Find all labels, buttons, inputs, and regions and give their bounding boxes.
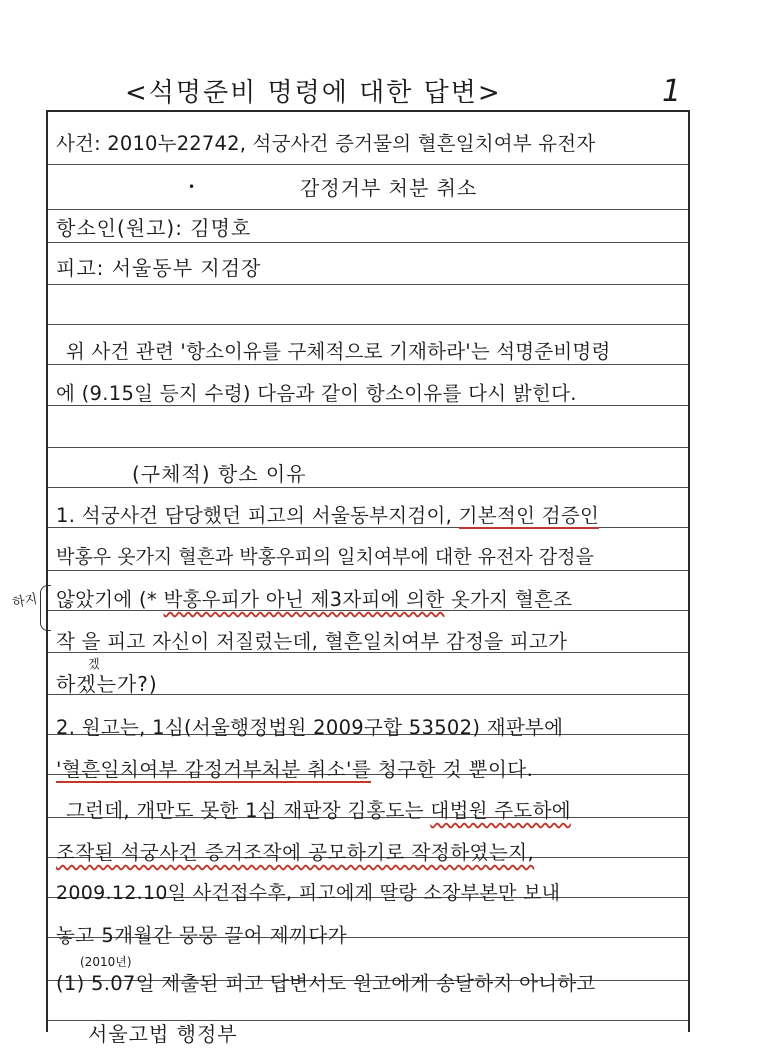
body-line: 2009.12.10일 사건접수후, 피고에게 딸랑 소장부본만 보내	[56, 882, 561, 904]
intro-line-2: 에 (9.15일 등지 수령) 다음과 같이 항소이유를 다시 밝힌다.	[56, 382, 577, 405]
section-heading: (구체적) 항소 이유	[132, 462, 307, 486]
intro-line-1: 위 사건 관련 '항소이유를 구체적으로 기재하라'는 석명준비명령	[66, 340, 611, 363]
body-line: 하겠는가?)	[56, 672, 158, 696]
body-text: 1. 석궁사건 담당했던 피고의 서울동부지검이,	[56, 504, 459, 527]
body-line: 작 을 피고 자신이 저질렀는데, 혈흔일치여부 감정을 피고가	[56, 630, 568, 653]
body-text: 그런데, 개만도 못한 1심 재판장 김홍도는	[66, 799, 431, 822]
rule-line	[48, 164, 688, 165]
rule-line	[48, 364, 688, 365]
defendant-line: 피고: 서울동부 지검장	[56, 256, 262, 280]
case-line-1: 사건: 2010누22742, 석궁사건 증거물의 혈흔일치여부 유전자	[56, 132, 596, 155]
body-line: 2. 원고는, 1심(서울행정법원 2009구합 53502) 재판부에	[56, 716, 564, 739]
rule-line	[48, 242, 688, 243]
body-text: 청구한 것 뿐이다.	[371, 758, 534, 781]
plaintiff-line: 항소인(원고): 김명호	[56, 216, 252, 240]
body-line: 놓고 5개월간 뭉뭉 끌어 제끼다가	[56, 924, 348, 947]
rule-line	[48, 284, 688, 285]
body-text: 옷가지 혈흔조	[444, 588, 573, 611]
body-line	[56, 754, 533, 782]
margin-note: 하지	[11, 591, 39, 612]
year-note: (2010년)	[80, 955, 132, 969]
decorative-dot: •	[188, 180, 196, 194]
body-line	[56, 837, 534, 865]
body-line	[56, 500, 599, 528]
insert-mark: 겠	[88, 657, 100, 671]
body-line: 박홍우 옷가지 혈흔과 박홍우피의 일치여부에 대한 유전자 감정을	[56, 546, 594, 568]
rule-line	[48, 209, 688, 210]
page-title: <석명준비 명령에 대한 답변>	[125, 78, 502, 108]
red-underlined-text: '혈흔일치여부 감정거부처분 취소'를	[56, 758, 372, 781]
case-line-2: 감정거부 처분 취소	[300, 176, 478, 200]
rule-line	[48, 324, 688, 325]
footer-line: 서울고법 행정부	[88, 1022, 238, 1046]
body-text: 않았기에 (*	[56, 588, 164, 611]
red-underlined-text: 조작된 석궁사건 증거조작에 공모하기로 작정하였는지,	[56, 841, 535, 864]
rule-line	[48, 570, 688, 571]
rule-line	[48, 487, 688, 488]
red-underlined-text: 기본적인 검증인	[458, 504, 600, 527]
page-number: 1	[662, 74, 682, 109]
red-underlined-text: 박홍우피가 아닌 제3자피에 의한	[163, 588, 445, 611]
red-underlined-text: 대법원 주도하에	[430, 799, 571, 822]
body-line: (1) 5.07일 제출된 피고 답변서도 원고에게 송달하지 아니하고	[56, 972, 596, 995]
body-line	[56, 584, 572, 612]
rule-line	[48, 447, 688, 448]
body-line	[66, 795, 571, 823]
